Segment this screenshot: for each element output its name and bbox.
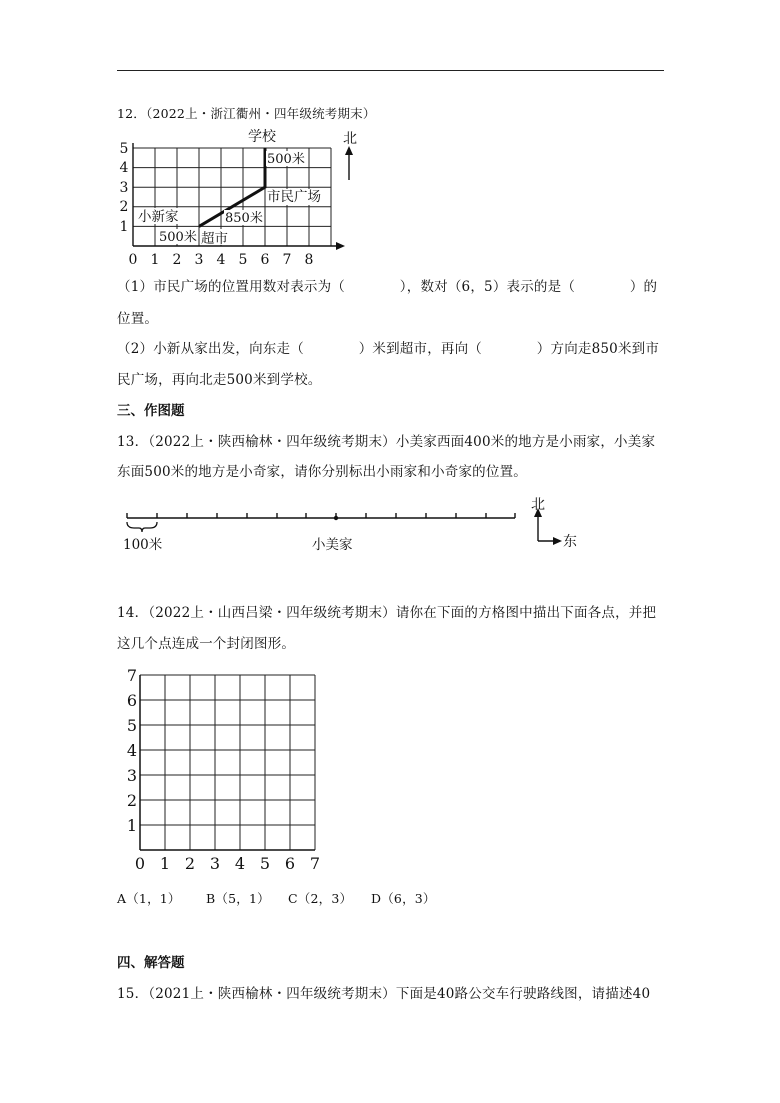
q12-part2-line1: （2）小新从家出发，向东走（ ）米到超市，再向（ ）方向走850米到市 xyxy=(117,341,660,357)
q14-y-tick: 6 xyxy=(126,691,138,710)
q12-plaza-label: 市民广场 xyxy=(267,189,321,205)
q14-x-tick: 1 xyxy=(159,854,171,873)
q14-y-tick: 5 xyxy=(126,716,138,735)
q14-point-a: A（1，1） xyxy=(117,891,181,906)
q12-y-tick: 2 xyxy=(119,199,129,215)
q14-x-tick: 4 xyxy=(234,854,246,873)
q13-north-label: 北 xyxy=(531,497,545,513)
q12-x-tick: 6 xyxy=(260,252,270,268)
q14-y-tick: 2 xyxy=(126,791,138,810)
q14-x-tick: 3 xyxy=(209,854,221,873)
q12-distance-500-top: 500米 xyxy=(267,152,305,167)
q12-y-tick: 5 xyxy=(119,141,129,157)
q14-x-tick: 0 xyxy=(134,854,146,873)
q13-line1: 13．（2022上・陕西榆林・四年级统考期末）小美家西面400米的地方是小雨家，小美家 xyxy=(117,434,656,450)
q12-distance-850: 850米 xyxy=(225,211,263,226)
q12-x-tick: 2 xyxy=(172,252,182,268)
q12-x-tick: 7 xyxy=(282,252,292,268)
section3-title: 三、作图题 xyxy=(117,403,185,419)
q14-x-tick: 5 xyxy=(259,854,271,873)
q14-point-c: C（2，3） xyxy=(288,891,353,906)
q12-y-tick: 1 xyxy=(119,219,129,235)
q14-y-tick: 3 xyxy=(126,766,138,785)
q13-line2: 东面500米的地方是小奇家，请你分别标出小雨家和小奇家的位置。 xyxy=(117,464,527,480)
q14-line1: 14．（2022上・山西吕梁・四年级统考期末）请你在下面的方格图中描出下面各点，并把 xyxy=(117,605,657,621)
q14-line2: 这几个点连成一个封闭图形。 xyxy=(117,636,296,652)
q14-y-tick-labels xyxy=(127,666,137,835)
q15-line1: 15．（2021上・陕西榆林・四年级统考期末）下面是40路公交车行驶路线图，请描述40 xyxy=(117,986,651,1002)
q14-x-tick: 2 xyxy=(184,854,196,873)
q12-school-label: 学校 xyxy=(248,129,276,145)
q12-x-tick: 4 xyxy=(216,252,226,268)
q12-market-label: 超市 xyxy=(201,231,228,247)
q12-part1-line1: （1）市民广场的位置用数对表示为（ ），数对（6，5）表示的是（ ）的 xyxy=(117,279,658,295)
section4-title: 四、解答题 xyxy=(117,955,185,971)
q14-point-d: D（6，3） xyxy=(371,891,436,906)
q12-distance-500-bottom: 500米 xyxy=(159,230,197,245)
q12-part1-line2: 位置。 xyxy=(117,311,159,327)
q13-east-label: 东 xyxy=(563,534,577,550)
q12-y-tick: 3 xyxy=(119,180,129,196)
q12-home-label: 小新家 xyxy=(138,209,179,225)
q12-x-tick: 0 xyxy=(128,252,138,268)
q12-header: 12．（2022上・浙江衢州・四年级统考期末） xyxy=(117,106,376,121)
q14-y-tick: 7 xyxy=(126,666,138,685)
q14-point-b: B（5，1） xyxy=(206,891,270,906)
q14-x-tick: 6 xyxy=(284,854,296,873)
q14-x-tick: 7 xyxy=(309,854,321,873)
q12-x-tick: 8 xyxy=(304,252,314,268)
q12-x-tick: 1 xyxy=(150,252,160,268)
q13-home-label: 小美家 xyxy=(312,537,353,553)
q12-x-tick: 3 xyxy=(194,252,204,268)
q14-grid xyxy=(140,675,315,850)
q12-y-tick: 4 xyxy=(119,160,129,176)
q14-y-tick: 1 xyxy=(126,816,138,835)
q14-y-tick: 4 xyxy=(126,741,138,760)
q12-north-label: 北 xyxy=(343,131,357,147)
q12-part2-line2: 民广场，再向北走500米到学校。 xyxy=(117,372,322,388)
q14-x-tick-labels xyxy=(135,854,320,873)
q12-x-tick: 5 xyxy=(238,252,248,268)
q13-scale-label: 100米 xyxy=(123,537,163,553)
